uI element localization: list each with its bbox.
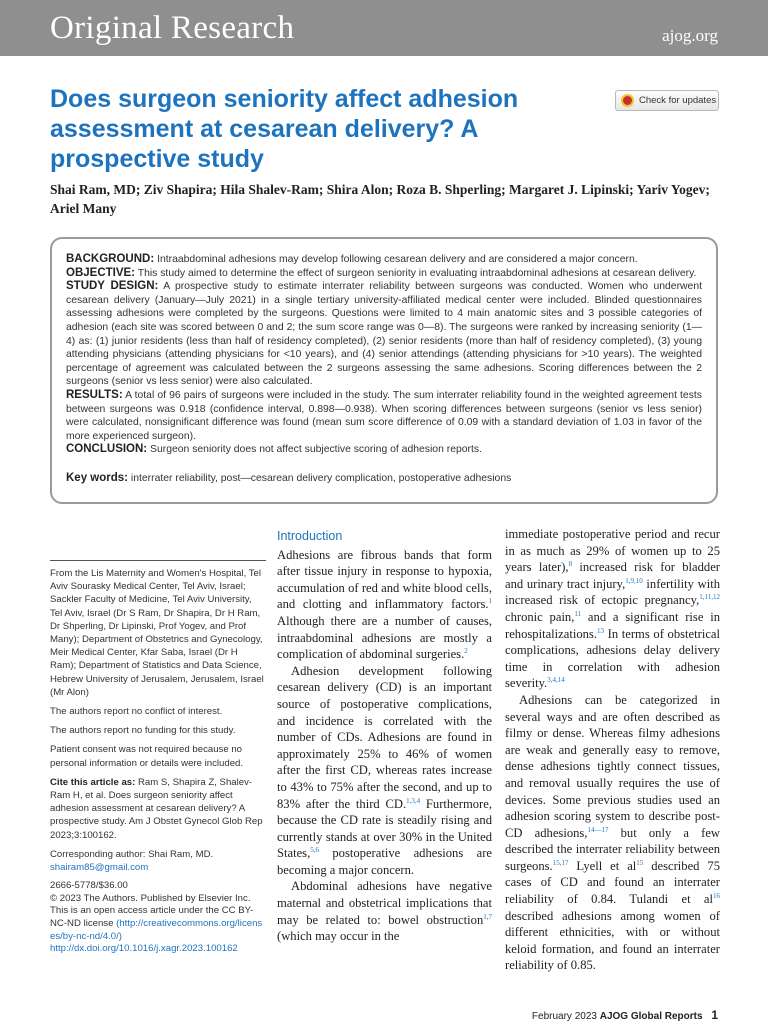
top-banner xyxy=(0,0,768,56)
citation-link[interactable]: 11 xyxy=(574,609,582,618)
citation-link[interactable]: 1,11,12 xyxy=(699,593,720,602)
author-list: Shai Ram, MD; Ziv Shapira; Hila Shalev-Ram; Shira Alon; Roza B. Shperling; Margaret J. Lipinski; Yariv Yogev; Ariel Many xyxy=(50,182,710,216)
page-footer xyxy=(532,1008,718,1022)
citation-link[interactable]: 8 xyxy=(568,560,573,568)
abstract-objective xyxy=(66,267,702,281)
conflict-statement: The authors report no conflict of interest. xyxy=(50,706,223,718)
conclusion-text: Surgeon seniority does not affect subjective scoring of adhesion reports. xyxy=(150,444,482,456)
citation-link[interactable]: 3,4,14 xyxy=(547,676,565,685)
article-info-sidebar xyxy=(50,560,266,962)
paragraph: Adhesions can be categorized in several ways and are often described as filmy or dense. Whereas filmy adhesions are weak and generally easy to remove, dense adhesions tightly connect tissues, and removal usually requires the use of devices. Some previous studies used an adhesion scoring system to describe post-CD adhesions,$^{14—17}$ but only a few described the interrater reliability between surgeons.$^{15,17}$ Lyell et $al^{15}$ described 75 cases of CD and found an interrater reliability of 0.84. Tulandi et $al^{16}$ described adhesions among women of different ethnicities, with or without keloid formation, and found an interrater reliability of 0.85. xyxy=(505,692,721,973)
cite-text: Ram S, Shapira Z, Shalev-Ram H, et al. Does surgeon seniority affect adhesion assessment at cesarean delivery? A prospective study. Am J Obstet Gynecol Glob Rep 2023;3:100162. xyxy=(50,776,263,841)
abstract-results xyxy=(66,389,702,443)
citation xyxy=(50,776,266,842)
citation-link[interactable]: 15 xyxy=(636,858,644,867)
check-for-updates-button[interactable] xyxy=(615,90,719,111)
abstract-box xyxy=(50,237,718,504)
citation-link[interactable]: 1,7 xyxy=(483,912,492,921)
check-for-updates-label: Check for updates xyxy=(639,95,717,106)
license-block xyxy=(50,880,266,956)
cite-label: Cite this article as: xyxy=(50,776,136,788)
citation-link[interactable]: 1,9,10 xyxy=(625,576,643,585)
consent-statement: Patient consent was not required because no personal information or details were included. xyxy=(50,744,244,769)
intro-heading: Introduction xyxy=(277,529,343,543)
paragraph: immediate postoperative period and recur in as much as 29% of women up to 25 years later),$^8$ increased risk for bladder and urinary tract injury,$^{1,9,10}$ infertility with increased risk of ectopic pregnancy,$^{1,11,12}$ chronic pain,$^{11}$ and a significant rise in rehospitalizations.$^{13}$ In terms of obstetrical complications, adhesions delay delivery time in correlation with adhesion severity.$^{3,4,14}$ xyxy=(505,527,721,691)
paragraph: Adhesions are fibrous bands that form after tissue injury in response to hypoxia, accumulation of red and white blood cells, and clotting and inflammatory factors.$^1$ Although there are a number of causes, intraabdominal adhesions are mostly a complication of abdominal surgeries.$^2$ xyxy=(277,547,492,662)
body-column-right xyxy=(505,526,720,974)
footer-date: February 2023 xyxy=(531,1011,597,1022)
background-label: BACKGROUND: xyxy=(66,253,155,265)
design-label: STUDY DESIGN: xyxy=(66,280,159,293)
citation-link[interactable]: 5,6 xyxy=(310,846,319,855)
conclusion-label: CONCLUSION: xyxy=(66,443,148,456)
objective-text: This study aimed to determine the effect of surgeon seniority in evaluating intraabdominal adhesions at cesarean delivery. xyxy=(137,267,697,279)
affiliation: From the Lis Maternity and Women's Hospital, Tel Aviv Sourasky Medical Center, Tel Aviv, Israel; Sackler Faculty of Medicine, Tel Aviv University, Tel Aviv, Israel (Dr S Ram, Dr Shapira, Dr H Ram, Dr Shperling, Dr Lipinski, Prof Yogev, and Prof Many); Department of Obstetrics and Gynecology, Meir Medical Center, Kfar Saba, Israel (Dr H Ram); Department of Statistics and Data Science, Hebrew University of Jerusalem, Jerusalem, Israel (Mr Alon) xyxy=(50,568,264,698)
citation-link[interactable]: 16 xyxy=(713,891,720,900)
copyright: © 2023 The Authors. Published by Elsevier Inc. This is an open access article under the CC BY-NC-ND license xyxy=(50,892,254,930)
citation-link[interactable]: 14—17 xyxy=(587,825,609,834)
abstract-background xyxy=(66,253,702,267)
section-label: Original Research xyxy=(50,10,295,46)
results-label: RESULTS: xyxy=(66,388,123,401)
page-number: 1 xyxy=(711,1008,718,1022)
objective-label: OBJECTIVE: xyxy=(66,266,136,279)
keywords-text: interrater reliability, post—cesarean delivery complication, postoperative adhesions xyxy=(130,472,512,484)
design-text: A prospective study to estimate interrater reliability between surgeons was conducted. Women who underwent cesarean delivery (January—July 2021) in a single tertiary university-affiliated medical center were included. Blinded questionnaires assessing adhesions were completed by the surgeons. Questions were limited to 4 main anatomic sites and 3 possible categories of adhesion (each site was scored between 0 and 2; the sum score range was 0—8). The surgeons were ranked by increasing seniority (1—4) as: (1) junior residents (less than half of residency completed), (2) senior residents (more than half of residency completed), (3) young attending physicians (attending physicians for <10 years), and (4) senior attendings (attending physicians for >10 years). The weighted percentage of agreement was calculated between the 2 surgeons assessing the same adhesions. Scoring differences between the 2 surgeons (senior vs less senior) were also calculated. xyxy=(66,281,702,388)
abstract-keywords xyxy=(66,472,702,486)
citation-link[interactable]: 1 xyxy=(488,597,492,606)
footer-journal: AJOG Global Reports xyxy=(599,1011,703,1022)
background-text: Intraabdominal adhesions may develop following cesarean delivery and are considered a major concern. xyxy=(157,254,638,265)
license-link[interactable]: (http://creativecommons.org/licenses/by-nc-nd/4.0/) xyxy=(50,918,263,942)
crossmark-icon xyxy=(621,94,634,107)
issn: 2666-5778/$36.00 xyxy=(50,880,128,892)
corresponding-text: Corresponding author: Shai Ram, MD. xyxy=(50,848,214,860)
keywords-label: Key words: xyxy=(66,471,128,484)
paragraph: Adhesion development following cesarean delivery (CD) is an important source of postoperative complications, and incidence is correlated with the number of CDs. Adhesions are found in approximately 25% to 46% of women after the first CD, whereas rates increase to 43% to 75% after the second, and up to 83% after the third CD.$^{1,3,4}$ Furthermore, because the CD rate is steadily rising and currently stands at over 30% in the United States,$^{5,6}$ postoperative adhesions are becoming a major concern. xyxy=(277,663,492,877)
abstract-design xyxy=(66,280,702,389)
article-title: Does surgeon seniority affect adhesion assessment at cesarean delivery? A prospective study xyxy=(50,85,519,173)
citation-link[interactable]: 15,17 xyxy=(552,858,569,867)
email-link[interactable]: shairam85@gmail.com xyxy=(50,862,149,874)
doi-link[interactable]: http://dx.doi.org/10.1016/j.xagr.2023.100162 xyxy=(50,943,238,955)
citation-link[interactable]: 2 xyxy=(464,646,468,655)
results-text: A total of 96 pairs of surgeons were included in the study. The sum interrater reliability found in the weighted agreement tests between surgeons was 0.918 (confidence interval, 0.898—0.938). When scoring differences between surgeons (senior vs less senior) were calculated, nonsignificant difference was found (mean sum score difference of 0.09 with a standard deviation of 1.03 in favor of the more experienced surgeon). xyxy=(66,389,702,442)
corresponding-author xyxy=(50,848,266,874)
journal-site[interactable]: ajog.org xyxy=(662,26,718,45)
body-column-left xyxy=(277,528,492,945)
paragraph: Abdominal adhesions have negative maternal and obstetrical implications that may be related to: bowel obstruction$^{1,7}$ (which may occur in the xyxy=(277,879,492,944)
citation-link[interactable]: 1,3,4 xyxy=(406,796,421,805)
abstract-conclusion xyxy=(66,443,702,457)
citation-link[interactable]: 13 xyxy=(596,626,604,635)
funding-statement: The authors report no funding for this study. xyxy=(50,725,236,737)
